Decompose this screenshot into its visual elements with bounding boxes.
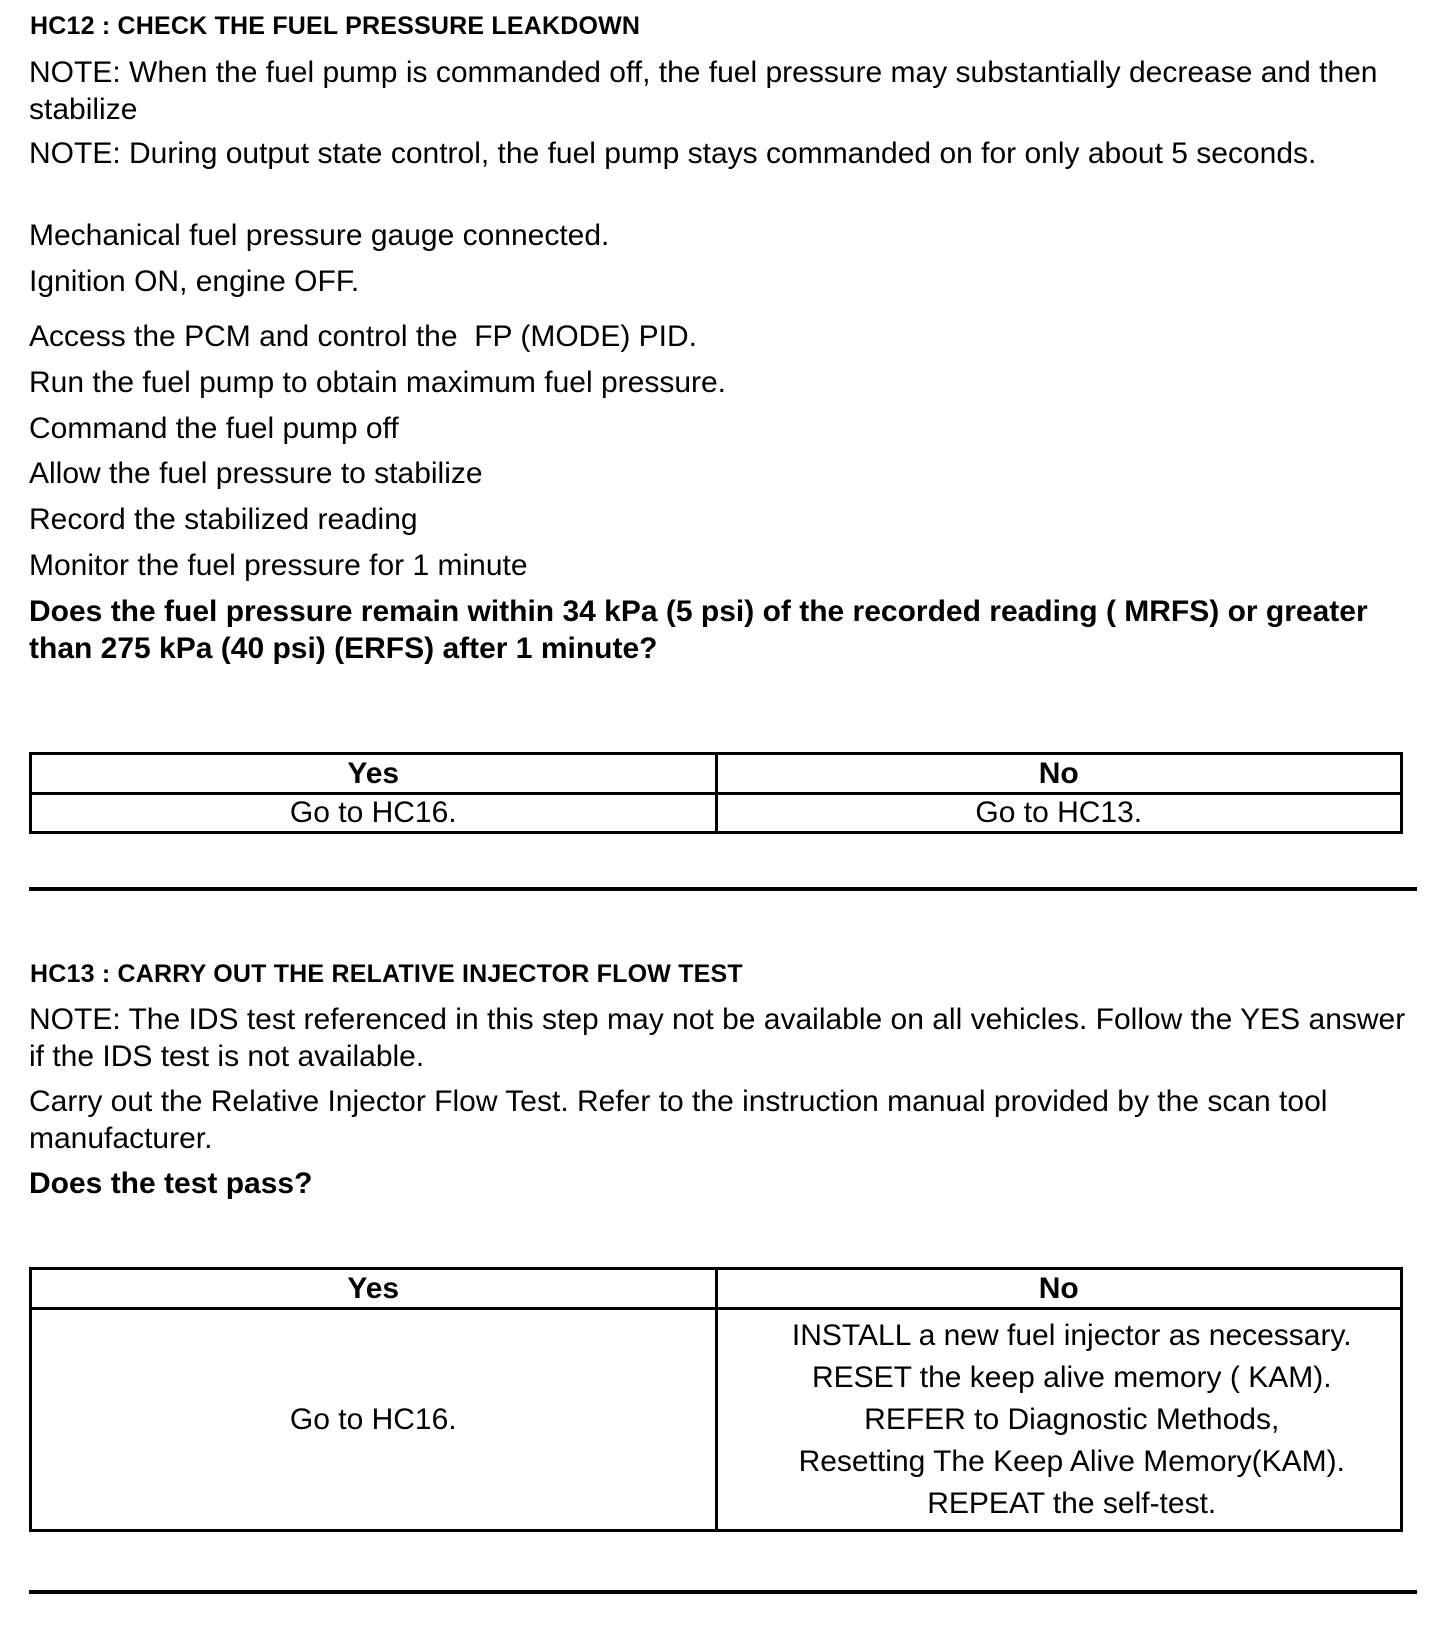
table-header-yes: Yes xyxy=(31,1269,717,1309)
remedy-step: Resetting The Keep Alive Memory(KAM). xyxy=(798,1444,1345,1478)
remedy-step: RESET the keep alive memory ( KAM). xyxy=(811,1360,1332,1394)
section-divider xyxy=(29,887,1417,891)
note-ids-test: NOTE: The IDS test referenced in this step may not be available on all vehicles. Follow the YES answer if the IDS test is not available. xyxy=(29,1003,1414,1073)
decision-table-hc13 xyxy=(29,1267,1403,1532)
step-allow-stabilize: Allow the fuel pressure to stabilize xyxy=(29,457,483,490)
step-relative-injector-flow-test: Carry out the Relative Injector Flow Test. Refer to the instruction manual provided by the scan tool manufacturer. xyxy=(29,1085,1336,1155)
step-record-reading: Record the stabilized reading xyxy=(29,503,418,536)
remedy-step: REPEAT the self-test. xyxy=(927,1486,1217,1520)
table-header-no: No xyxy=(716,754,1402,794)
table-header-no: No xyxy=(716,1269,1402,1309)
section-divider xyxy=(29,1590,1417,1594)
step-run-fuel-pump: Run the fuel pump to obtain maximum fuel pressure. xyxy=(29,366,727,399)
step-ignition-on: Ignition ON, engine OFF. xyxy=(29,265,360,298)
table-cell-yes: Go to HC16. xyxy=(31,794,717,833)
step-monitor-pressure: Monitor the fuel pressure for 1 minute xyxy=(29,549,528,582)
question-hc13: Does the test pass? xyxy=(29,1167,313,1200)
table-header-yes: Yes xyxy=(31,754,717,794)
question-hc12: Does the fuel pressure remain within 34 kPa (5 psi) of the recorded reading ( MRFS) or greater than 275 kPa (40 psi) (ERFS) after 1 minute? xyxy=(29,595,1376,665)
step-command-pump-off: Command the fuel pump off xyxy=(29,412,399,445)
section-heading-hc12: HC12 : CHECK THE FUEL PRESSURE LEAKDOWN xyxy=(30,12,641,40)
remedy-step: INSTALL a new fuel injector as necessary. xyxy=(791,1318,1352,1352)
step-gauge-connected: Mechanical fuel pressure gauge connected. xyxy=(29,219,610,252)
table-cell-no: Go to HC13. xyxy=(716,794,1402,833)
table-cell-no-steps xyxy=(716,1309,1402,1531)
table-cell-yes: Go to HC16. xyxy=(31,1309,717,1531)
note-fuel-pump-off: NOTE: When the fuel pump is commanded off, the fuel pressure may substantially decrease and then stabilize xyxy=(29,56,1386,126)
section-heading-hc13: HC13 : CARRY OUT THE RELATIVE INJECTOR FLOW TEST xyxy=(30,960,743,988)
decision-table-hc12 xyxy=(29,752,1403,834)
step-access-pcm: Access the PCM and control the FP (MODE) PID. xyxy=(29,320,697,353)
note-output-state-control: NOTE: During output state control, the fuel pump stays commanded on for only about 5 seconds. xyxy=(29,137,1317,170)
remedy-step: REFER to Diagnostic Methods, xyxy=(864,1402,1280,1436)
